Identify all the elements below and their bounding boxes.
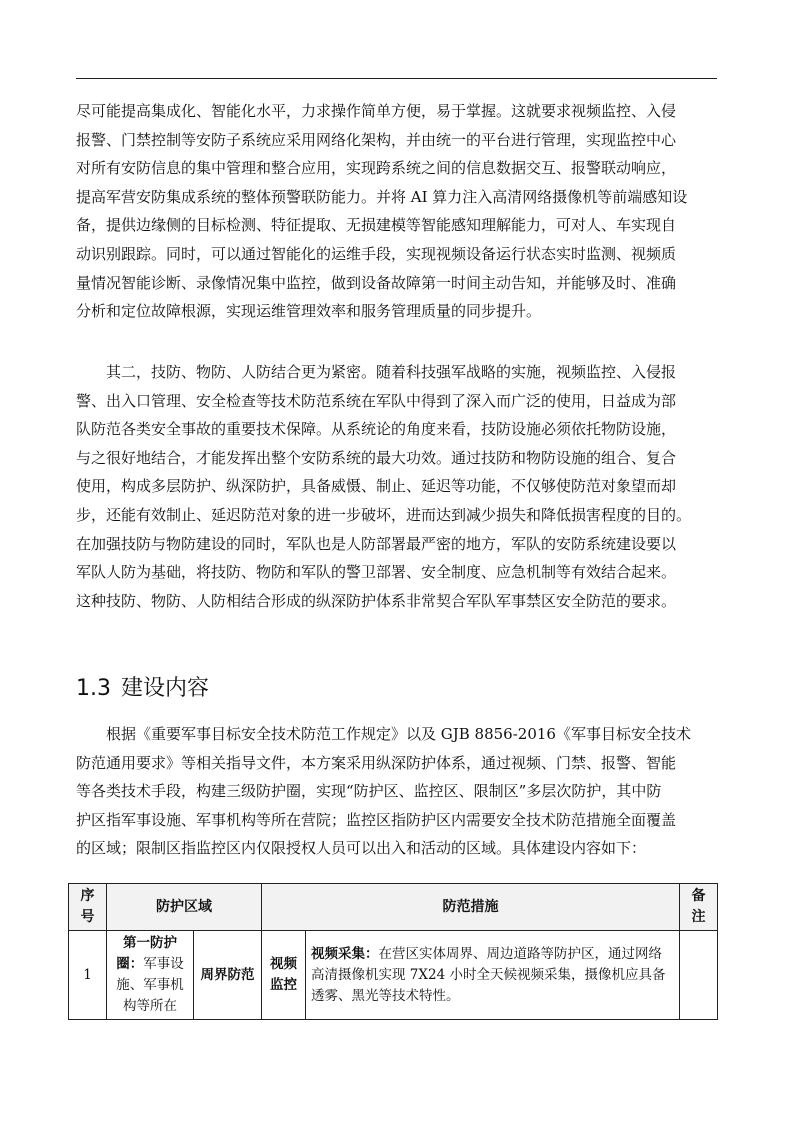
paragraph-construction-content (76, 720, 717, 863)
header-note: 备注 (680, 884, 718, 931)
text-line: 提高军营安防集成系统的整体预警联防能力。并将 AI 算力注入高清网络摄像机等前端感知设 (76, 187, 688, 206)
text-line: 护区指军事设施、军事机构等所在营院；监控区指防护区内需要安全技术防范措施全面覆盖 (76, 810, 677, 829)
section-heading (76, 672, 209, 706)
header-seq: 序号 (69, 884, 107, 931)
section-number: 1.3 (76, 676, 111, 701)
paragraph-defense-combination (76, 358, 717, 615)
text-line: 分析和定位故障根源，实现运维管理效率和服务管理质量的同步提升。 (76, 302, 542, 321)
construction-table (68, 883, 718, 1020)
text-line: 量情况智能诊断、录像情况集中监控，做到设备故障第一时间主动告知，并能够及时、准确 (76, 273, 677, 292)
measure-text: 在营区实体周界、周边道路等防护区，通过网络高清摄像机实现 7X24 小时全天候视频采集，摄像机应具备透雾、黑光等技术特性。 (311, 945, 666, 1004)
text-line: 备，提供边缘侧的目标检测、特征提取、无损建模等智能感知理解能力，可对人、车实现自 (76, 216, 677, 235)
header-zone: 防护区域 (107, 884, 262, 931)
zone-name: 第一防护圈： (116, 935, 177, 972)
cell-type: 视频监控 (262, 931, 306, 1020)
text-line: 军队人防为基础，将技防、物防和军队的警卫部署、安全制度、应急机制等有效结合起来。 (76, 563, 677, 582)
section-title: 建设内容 (121, 676, 210, 701)
measure-title: 视频采集： (311, 945, 379, 962)
header-measures: 防范措施 (262, 884, 680, 931)
text-line: 队防范各类安全事故的重要技术保障。从系统论的角度来看，技防设施必须依托物防设施， (76, 420, 677, 439)
text-line: 防范通用要求》等相关指导文件，本方案采用纵深防护体系，通过视频、门禁、报警、智能 (76, 753, 677, 772)
text-line: 等各类技术手段，构建三级防护圈，实现“防护区、监控区、限制区”多层次防护，其中防 (76, 782, 662, 801)
text-line: 警、出入口管理、安全检查等技术防范系统在军队中得到了深入而广泛的使用，日益成为部 (76, 391, 677, 410)
text-line: 的区域；限制区指监控区内仅限授权人员可以出入和活动的区域。具体建设内容如下： (76, 839, 647, 858)
text-line: 报警、门禁控制等安防子系统应采用网络化架构，并由统一的平台进行管理，实现监控中心 (76, 130, 677, 149)
text-line: 其二，技防、物防、人防结合更为紧密。随着科技强军战略的实施，视频监控、入侵报 (106, 363, 677, 381)
cell-zone (107, 931, 194, 1020)
zone-desc: 军事设施、军事机构等所在 (116, 956, 184, 1014)
text-line: 步，还能有效制止、延迟防范对象的进一步破坏，进而达到减少损失和降低损害程度的目的。 (76, 505, 692, 524)
text-line: 对所有安防信息的集中管理和整合应用，实现跨系统之间的信息数据交互、报警联动响应， (76, 159, 677, 178)
text-line: 在加强技防与物防建设的同时，军队也是人防部署最严密的地方，军队的安防系统建设要以 (76, 534, 677, 553)
table-header-row (69, 884, 718, 931)
cell-measure (306, 931, 680, 1020)
paragraph-integration (76, 97, 717, 326)
text-line: 使用，构成多层防护、纵深防护，具备威慑、制止、延迟等功能，不仅够使防范对象望而却 (76, 477, 677, 496)
table-row (69, 931, 718, 1020)
cell-subzone: 周界防范 (194, 931, 262, 1020)
text-line: 与之很好地结合，才能发挥出整个安防系统的最大功效。通过技防和物防设施的组合、复合 (76, 448, 677, 467)
text-line: 根据《重要军事目标安全技术防范工作规定》以及 GJB 8856-2016《军事目标安全技术 (106, 725, 691, 743)
text-line: 尽可能提高集成化、智能化水平，力求操作简单方便，易于掌握。这就要求视频监控、入侵 (76, 102, 677, 120)
header-rule (76, 78, 717, 79)
cell-note (680, 931, 718, 1020)
text-line: 这种技防、物防、人防相结合形成的纵深防护体系非常契合军队军事禁区安全防范的要求。 (76, 591, 677, 610)
text-line: 动识别跟踪。同时，可以通过智能化的运维手段，实现视频设备运行状态实时监测、视频质 (76, 244, 677, 263)
cell-seq: 1 (69, 931, 107, 1020)
